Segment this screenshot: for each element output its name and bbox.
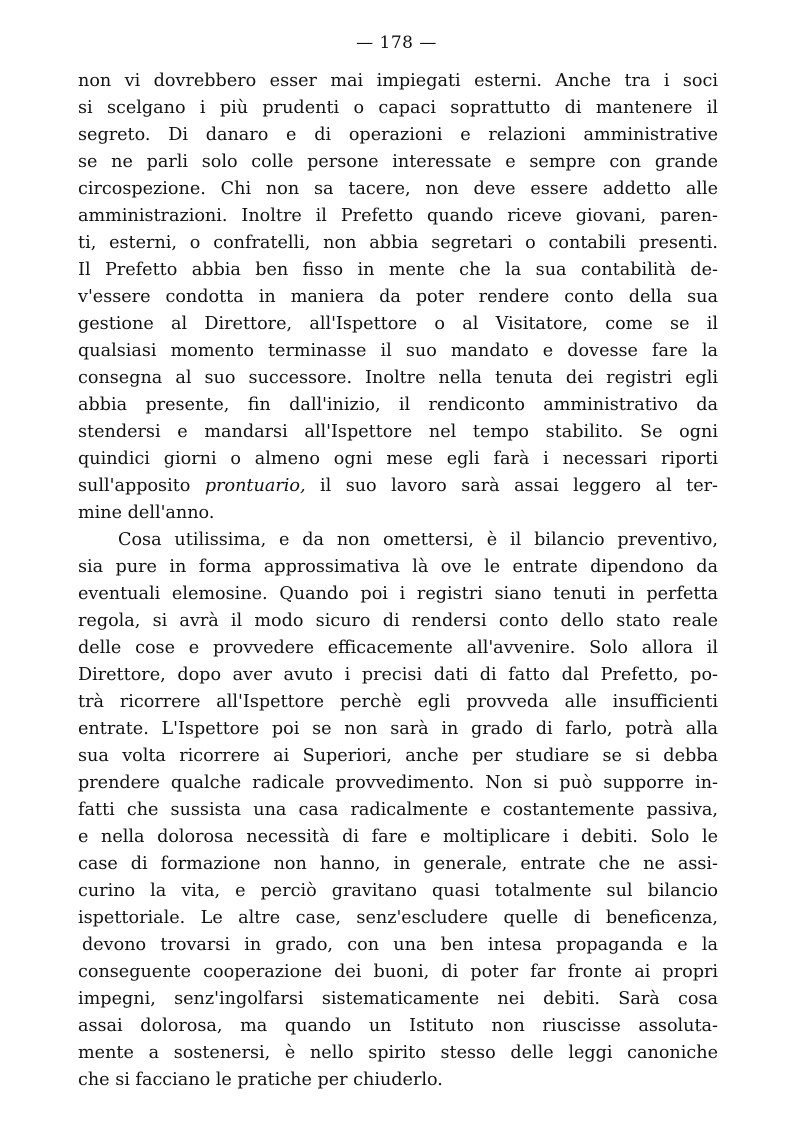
text-line: v'essere condotta in maniera da poter rendere conto della sua (78, 287, 718, 307)
text-line: eventuali elemosine. Quando poi i registri siano tenuti in perfetta (78, 584, 718, 604)
text-line: amministrazioni. Inoltre il Prefetto quando riceve giovani, paren- (78, 206, 718, 226)
text-line: case di formazione non hanno, in generale, entrate che ne assi- (78, 854, 718, 874)
text-line-with-italic (78, 473, 718, 500)
text-line: sua volta ricorrere ai Superiori, anche per studiare se si debba (78, 746, 718, 766)
text-line: Direttore, dopo aver avuto i precisi dati di fatto dal Prefetto, po- (78, 665, 718, 685)
text-line: Il Prefetto abbia ben fisso in mente che la sua contabilità de- (78, 260, 718, 280)
text-line: ti, esterni, o confratelli, non abbia segretari o contabili presenti. (78, 233, 718, 253)
text-line: se ne parli solo colle persone interessate e sempre con grande (78, 152, 718, 172)
body-text (78, 68, 718, 1094)
text-line: ispettoriale. Le altre case, senz'escludere quelle di beneficenza, (78, 908, 718, 928)
italic-term: prontuario, (204, 476, 306, 496)
text-line: curino la vita, e perciò gravitano quasi totalmente sul bilancio (78, 881, 718, 901)
text-line: si scelgano i più prudenti o capaci soprattutto di mantenere il (78, 98, 718, 118)
text-line: stendersi e mandarsi all'Ispettore nel tempo stabilito. Se ogni (78, 422, 718, 442)
text-line: non vi dovrebbero esser mai impiegati esterni. Anche tra i soci (78, 71, 718, 91)
text-line: regola, si avrà il modo sicuro di rendersi conto dello stato reale (78, 611, 718, 631)
text-line: mine dell'anno. (78, 503, 215, 523)
text-line: segreto. Di danaro e di operazioni e relazioni amministrative (78, 125, 718, 145)
text-line: qualsiasi momento terminasse il suo mandato e dovesse fare la (78, 341, 718, 361)
page-number: — 178 — (356, 33, 437, 53)
text-line: circospezione. Chi non sa tacere, non deve essere addetto alle (78, 179, 718, 199)
text-line: assai dolorosa, ma quando un Istituto non riuscisse assoluta- (78, 1016, 718, 1036)
text-line: prendere qualche radicale provvedimento. Non si può supporre in- (78, 773, 718, 793)
text-line: trà ricorrere all'Ispettore perchè egli provveda alle insufficienti (78, 692, 718, 712)
text-line: consegna al suo successore. Inoltre nella tenuta dei registri egli (78, 368, 718, 388)
text-fragment: il suo lavoro sarà assai leggero al ter- (305, 476, 719, 496)
paragraph-start-line: Cosa utilissima, e da non omettersi, è il bilancio preventivo, (118, 530, 718, 550)
text-line: entrate. L'Ispettore poi se non sarà in grado di farlo, potrà alla (78, 719, 718, 739)
text-line: mente a sostenersi, è nello spirito stesso delle leggi canoniche (78, 1043, 718, 1063)
text-line: sia pure in forma approssimativa là ove le entrate dipendono da (78, 557, 718, 577)
text-line: conseguente cooperazione dei buoni, di poter far fronte ai propri (78, 962, 718, 982)
text-line: delle cose e provvedere efficacemente all'avvenire. Solo allora il (78, 638, 718, 658)
text-line: gestione al Direttore, all'Ispettore o al Visitatore, come se il (78, 314, 718, 334)
text-line: che si facciano le pratiche per chiuderlo. (78, 1070, 443, 1090)
text-line: quindici giorni o almeno ogni mese egli farà i necessari riporti (78, 449, 718, 469)
text-fragment: sull'apposito (78, 476, 205, 496)
text-line: e nella dolorosa necessità di fare e moltiplicare i debiti. Solo le (78, 827, 718, 847)
text-line: abbia presente, fin dall'inizio, il rendiconto amministrativo da (78, 395, 718, 415)
text-line: devono trovarsi in grado, con una ben intesa propaganda e la (82, 935, 718, 955)
text-line: impegni, senz'ingolfarsi sistematicamente nei debiti. Sarà cosa (78, 989, 718, 1009)
text-line: fatti che sussista una casa radicalmente e costantemente passiva, (78, 800, 718, 820)
